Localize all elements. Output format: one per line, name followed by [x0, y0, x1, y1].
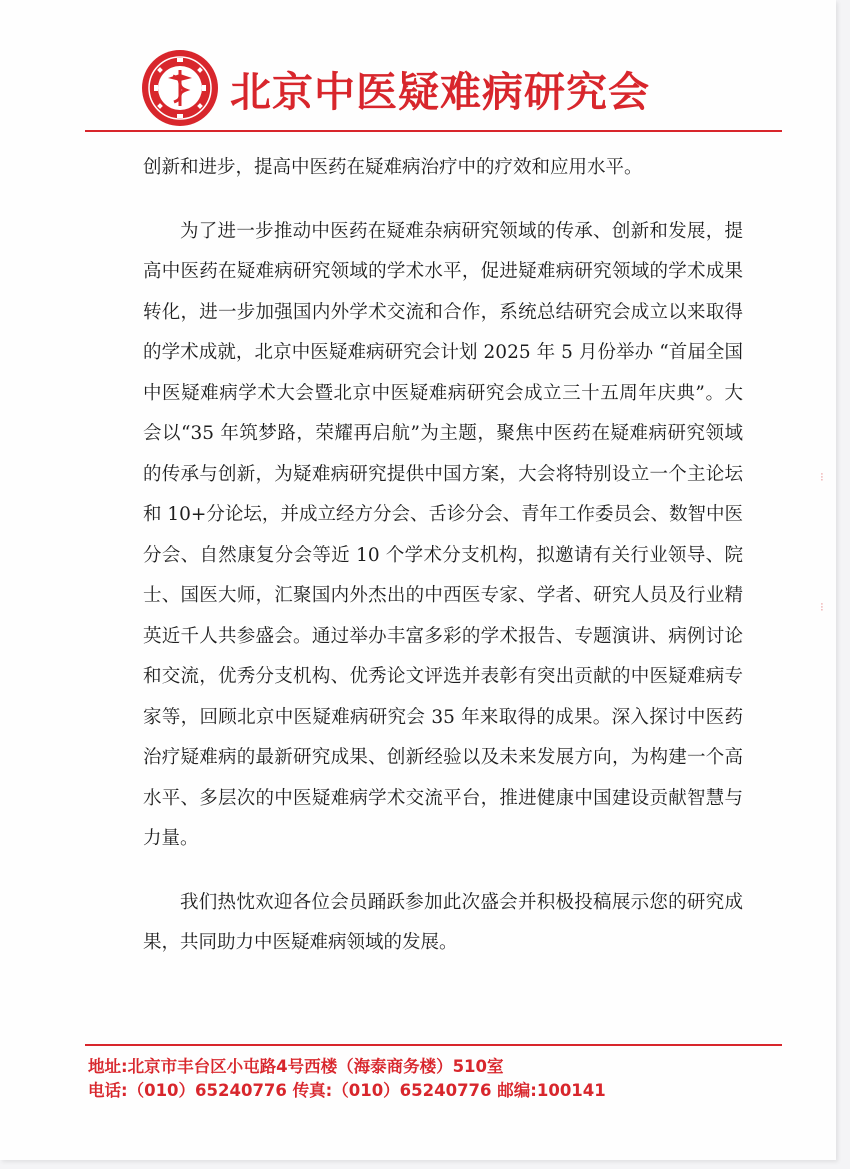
header-divider — [85, 130, 782, 132]
letter-body — [143, 148, 743, 964]
caduceus-seal-logo — [140, 48, 220, 128]
organization-name: 北京中医疑难病研究会 — [230, 67, 650, 116]
main-paragraph: 为了进一步推动中医药在疑难杂病研究领域的传承、创新和发展，提高中医药在疑难病研究领域的学术水平，促进疑难病研究领域的学术成果转化，进一步加强国内外学术交流和合作，系统总结研究会成立以来取得的学术成就，北京中医疑难病研究会计划 2025 年 5 月份举办 “首届全国中医疑难病学术大会暨北京中医疑难病研究会成立三十五周年庆典”。大会以“35 年筑梦路，荣耀再启航”为主题，聚焦中医药在疑难病研究领域的传承与创新，为疑难病研究提供中国方案，大会将特别设立一个主论坛和 10+分论坛，并成立经方分会、舌诊分会、青年工作委员会、数智中医分会、自然康复分会等近 10 个学术分支机构，拟邀请有关行业领导、院士、国医大师，汇聚国内外杰出的中西医专家、学者、研究人员及行业精英近千人共参盛会。通过举办丰富多彩的学术报告、专题演讲、病例讨论和交流，优秀分支机构、优秀论文评选并表彰有突出贡献的中医疑难病专家等，回顾北京中医疑难病研究会 35 年来取得的成果。深入探讨中医药治疗疑难病的最新研究成果、创新经验以及未来发展方向，为构建一个高水平、多层次的中医疑难病学术交流平台，推进健康中国建设贡献智慧与力量。 — [143, 220, 743, 849]
letterhead-footer — [88, 1055, 606, 1103]
footer-divider — [85, 1044, 782, 1046]
letterhead-header — [140, 48, 650, 128]
footer-address: 地址:北京市丰台区小屯路4号西楼（海泰商务楼）510室 — [88, 1057, 504, 1076]
seal-edge-mark: ⁝ — [820, 470, 824, 484]
closing-paragraph: 我们热忱欢迎各位会员踊跃参加此次盛会并积极投稿展示您的研究成果，共同助力中医疑难病领域的发展。 — [143, 891, 743, 953]
footer-contact: 电话:（010）65240776 传真:（010）65240776 邮编:100141 — [88, 1081, 606, 1100]
continuation-paragraph: 创新和进步，提高中医药在疑难病治疗中的疗效和应用水平。 — [143, 157, 643, 178]
seal-edge-mark: ⁝ — [820, 600, 824, 614]
